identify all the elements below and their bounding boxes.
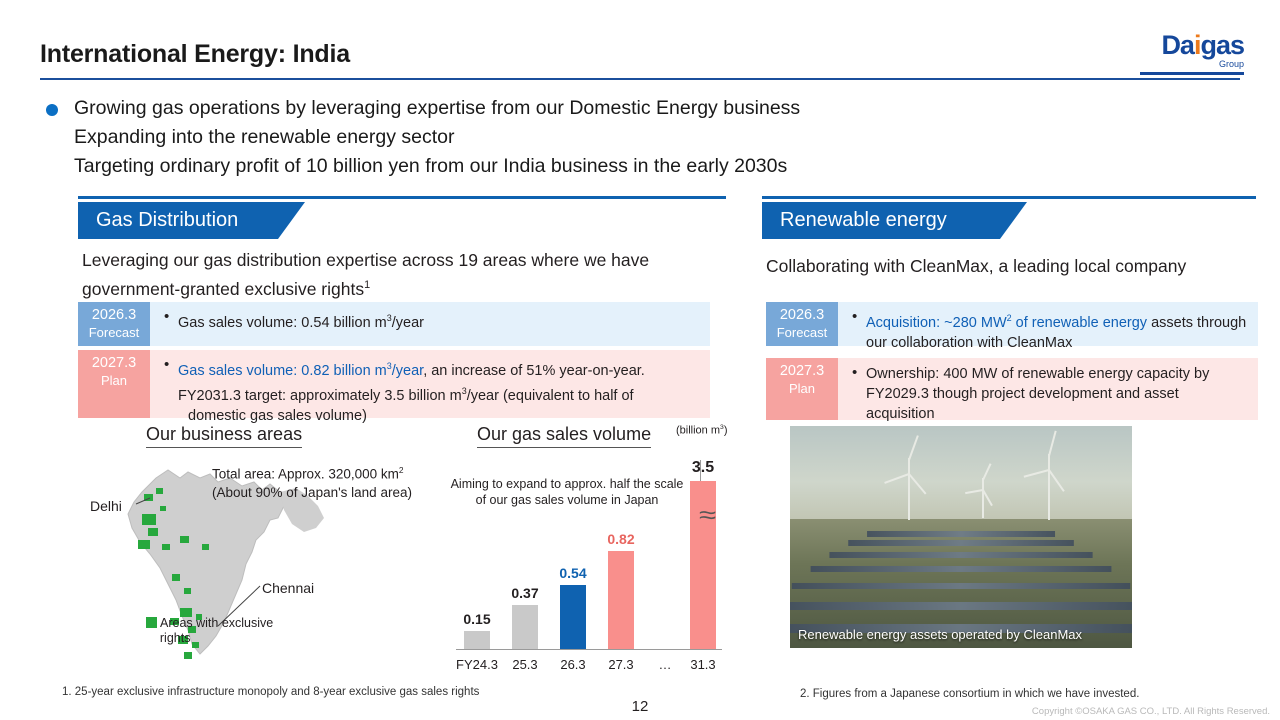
lead-line-2: Expanding into the renewable energy sector: [74, 126, 455, 148]
legend-swatch-icon: [146, 617, 157, 628]
chart-unit-label: (billion $m^3$): [676, 424, 728, 437]
bar-fy27: [607, 531, 635, 649]
map-legend-text: Areas with exclusive rights: [146, 616, 274, 645]
gas-row-2027-text3: domestic gas sales volume): [188, 407, 367, 424]
chart-xlabel-3: 27.3: [608, 657, 634, 672]
map-title: Our business areas: [146, 424, 302, 448]
chart-title: Our gas sales volume: [477, 424, 651, 448]
bar-value-fy26: 0.54: [559, 565, 587, 581]
renewable-row-2026-tag: [766, 302, 838, 346]
india-map: [84, 448, 434, 678]
chart-xlabel-0: FY24.3: [456, 657, 498, 672]
chart-xlabel-4: …: [658, 657, 672, 672]
gas-row-2026-fy: 2026.3: [91, 307, 137, 323]
lead-line-1: Growing gas operations by leveraging expertise from our Domestic Energy business: [74, 97, 801, 119]
bar-fy24: [463, 611, 491, 649]
axis-break-icon: ≈: [698, 502, 716, 529]
gas-sales-bar-chart: [438, 448, 728, 678]
map-area-note: [212, 461, 412, 502]
wind-turbine-2: [1048, 454, 1050, 520]
copyright-text: Copyright ©OSAKA GAS CO., LTD. All Rights Reserved.: [1031, 706, 1270, 717]
map-legend: [146, 616, 273, 646]
gas-row-2026-kind: Forecast: [88, 325, 140, 340]
gas-row-2026-body: [150, 302, 710, 346]
renewable-section-header: Renewable energy: [762, 202, 1000, 239]
renewable-row-2026: [766, 302, 1258, 351]
logo-subtext: Group: [1218, 59, 1244, 69]
page-title: International Energy: India: [40, 40, 350, 68]
gas-row-2027-body: [150, 350, 710, 424]
gas-row-2027-text2: FY2031.3 target: approximately 3.5 billion $m^3$/year (equivalent to half of: [178, 385, 634, 404]
gas-subtitle-text: Leveraging our gas distribution expertise across 19 areas where we have government-granted exclusive rights: [82, 250, 650, 299]
chart-annotation: Aiming to expand to approx. half the scale of our gas sales volume in Japan: [450, 477, 684, 507]
renewable-row-2027: [766, 358, 1258, 420]
renewable-row-2027-body: [838, 358, 1258, 420]
daigas-logo: [1140, 32, 1244, 76]
header-divider: [40, 78, 1240, 80]
chart-xlabel-5: 31.3: [690, 657, 716, 672]
lead-line-3: Targeting ordinary profit of 10 billion yen from our India business in the early 2030s: [74, 155, 788, 177]
logo-wordmark: Daigas: [1161, 30, 1244, 60]
chart-xlabel-2: 26.3: [560, 657, 586, 672]
map-label-chennai: Chennai: [262, 580, 315, 596]
renewable-row-2026-body: [838, 302, 1258, 351]
page-number: 12: [631, 698, 649, 715]
photo-sky: [790, 426, 1132, 519]
bar-value-fy27: 0.82: [607, 531, 635, 547]
renewable-row-2026-fy: 2026.3: [779, 307, 825, 323]
bar-value-fy25: 0.37: [511, 585, 539, 601]
gas-row-2026-text: • Gas sales volume: 0.54 billion $m^3$/year: [162, 308, 702, 333]
footnote-right: 2. Figures from a Japanese consortium in which we have invested.: [800, 688, 1140, 700]
renewable-row-2027-fy: 2027.3: [779, 363, 825, 379]
bar-value-fy24: 0.15: [463, 611, 491, 627]
bar-value-fy31: 3.5: [691, 459, 715, 476]
renewable-photo: [790, 426, 1132, 648]
logo-underline: [1140, 72, 1244, 75]
flame-icon: i: [1193, 30, 1201, 60]
gas-subtitle-footnote-marker: 1: [364, 279, 371, 291]
gas-row-2026: [78, 302, 710, 346]
chart-x-axis: [456, 649, 722, 650]
renewable-row-2026-kind: Forecast: [776, 325, 828, 340]
chart-xlabel-1: 25.3: [512, 657, 538, 672]
renewable-subtitle: Collaborating with CleanMax, a leading local company: [766, 256, 1187, 276]
gas-subtitle: [82, 248, 722, 302]
bar-fy26: [559, 565, 587, 649]
map-label-delhi: Delhi: [90, 498, 122, 514]
gas-section-header: Gas Distribution: [78, 202, 278, 239]
gas-row-2026-tag: [78, 302, 150, 346]
lead-bullet-block: [46, 94, 1226, 181]
renewable-row-2027-tag: [766, 358, 838, 420]
bar-fy25: [511, 585, 539, 649]
wind-turbine-1: [908, 458, 910, 520]
footnote-left: 1. 25-year exclusive infrastructure monopoly and 8-year exclusive gas sales rights: [62, 686, 480, 698]
renewable-row-2026-text: • Acquisition: ~280 $MW^2$ of renewable energy assets through our collaboration with CleanMax: [850, 308, 1250, 353]
wind-turbine-3: [982, 478, 984, 518]
renewable-row-2027-text: • Ownership: 400 MW of renewable energy capacity by FY2029.3 though project development and asset acquisition: [850, 364, 1250, 424]
map-area-note-1: Total area: Approx. 320,000 $km^2$: [212, 465, 404, 482]
renewable-row-2027-kind: Plan: [788, 381, 816, 396]
gas-row-2027-kind: Plan: [100, 373, 128, 388]
renewable-section-rule: [762, 196, 1256, 199]
photo-caption: Renewable energy assets operated by CleanMax: [798, 627, 1083, 642]
gas-row-2027-text: • Gas sales volume: 0.82 billion $m^3$/year, an increase of 51% year-on-year.: [162, 356, 702, 381]
gas-section-rule: [78, 196, 726, 199]
bullet-dot-icon: [46, 104, 58, 116]
gas-row-2027-fy: 2027.3: [91, 355, 137, 371]
gas-row-2027-tag: [78, 350, 150, 418]
gas-row-2027: [78, 350, 710, 424]
map-area-note-2: (About 90% of Japan's land area): [212, 484, 412, 500]
